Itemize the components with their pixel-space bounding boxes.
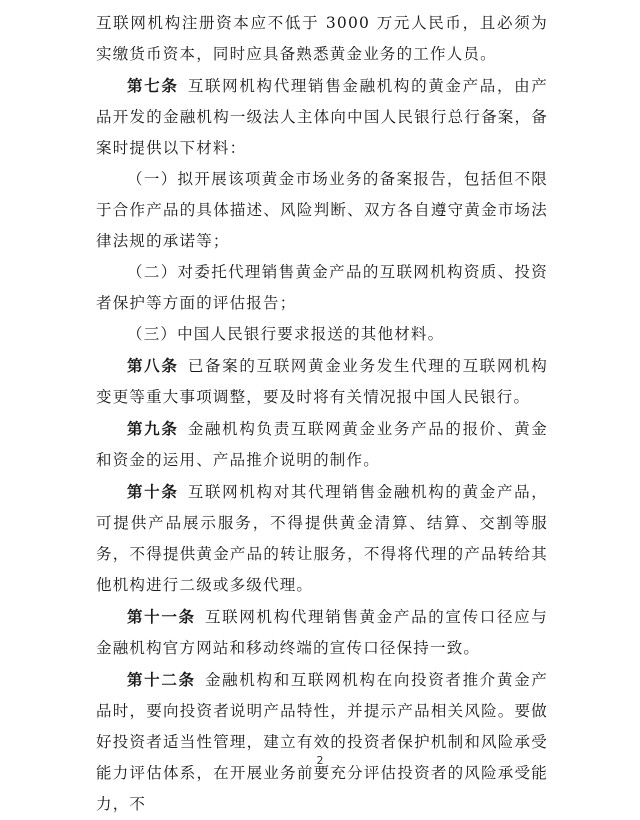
article-7 [96,70,548,164]
article-8 [96,350,548,413]
paragraph-text: （二）对委托代理销售黄金产品的互联网机构资质、投资者保护等方面的评估报告； [96,263,548,312]
article-7-item-1 [96,164,548,257]
article-heading: 第十一条 [127,607,196,626]
paragraph-text: 互联网机构代理销售金融机构的黄金产品，由产品开发的金融机构一级法人主体向中国人民银行总行备案，备案时提供以下材料： [96,77,548,157]
page-number: 2 [316,754,324,767]
article-heading: 第七条 [127,76,179,95]
article-heading: 第十二条 [127,670,196,689]
paragraph-text: 已备案的互联网黄金业务发生代理的互联网机构变更等重大事项调整，要及时将有关情况报中国人民银行。 [96,357,548,406]
paragraph-continuation [96,8,548,70]
article-7-item-2 [96,257,548,319]
article-heading: 第九条 [127,419,179,438]
article-heading: 第八条 [127,356,179,375]
paragraph-text: （三）中国人民银行要求报送的其他材料。 [127,325,445,343]
article-heading: 第十条 [127,482,179,501]
article-12 [96,664,548,820]
article-7-item-3 [96,319,548,350]
paragraph-text: 互联网机构注册资本应不低于 3000 万元人民币，且必须为实缴货币资本，同时应具备熟悉黄金业务的工作人员。 [96,14,548,63]
article-11 [96,601,548,664]
paragraph-text: （一）拟开展该项黄金市场业务的备案报告，包括但不限于合作产品的具体描述、风险判断、双方各自遵守黄金市场法律法规的承诺等； [96,170,548,250]
article-10 [96,476,548,601]
paragraph-text: 金融机构和互联网机构在向投资者推介黄金产品时，要向投资者说明产品特性，并提示产品相关风险。要做好投资者适当性管理，建立有效的投资者保护机制和风险承受能力评估体系，在开展业务前要充分评估投资者的风险承受能力，不 [96,671,548,813]
paragraph-text: 互联网机构对其代理销售金融机构的黄金产品，可提供产品展示服务，不得提供黄金清算、结算、交割等服务，不得提供黄金产品的转让服务，不得将代理的产品转给其他机构进行二级或多级代理。 [96,483,548,594]
paragraph-text: 互联网机构代理销售黄金产品的宣传口径应与金融机构官方网站和移动终端的宣传口径保持一致。 [96,608,548,657]
paragraph-text: 金融机构负责互联网黄金业务产品的报价、黄金和资金的运用、产品推介说明的制作。 [96,420,548,469]
article-9 [96,413,548,476]
